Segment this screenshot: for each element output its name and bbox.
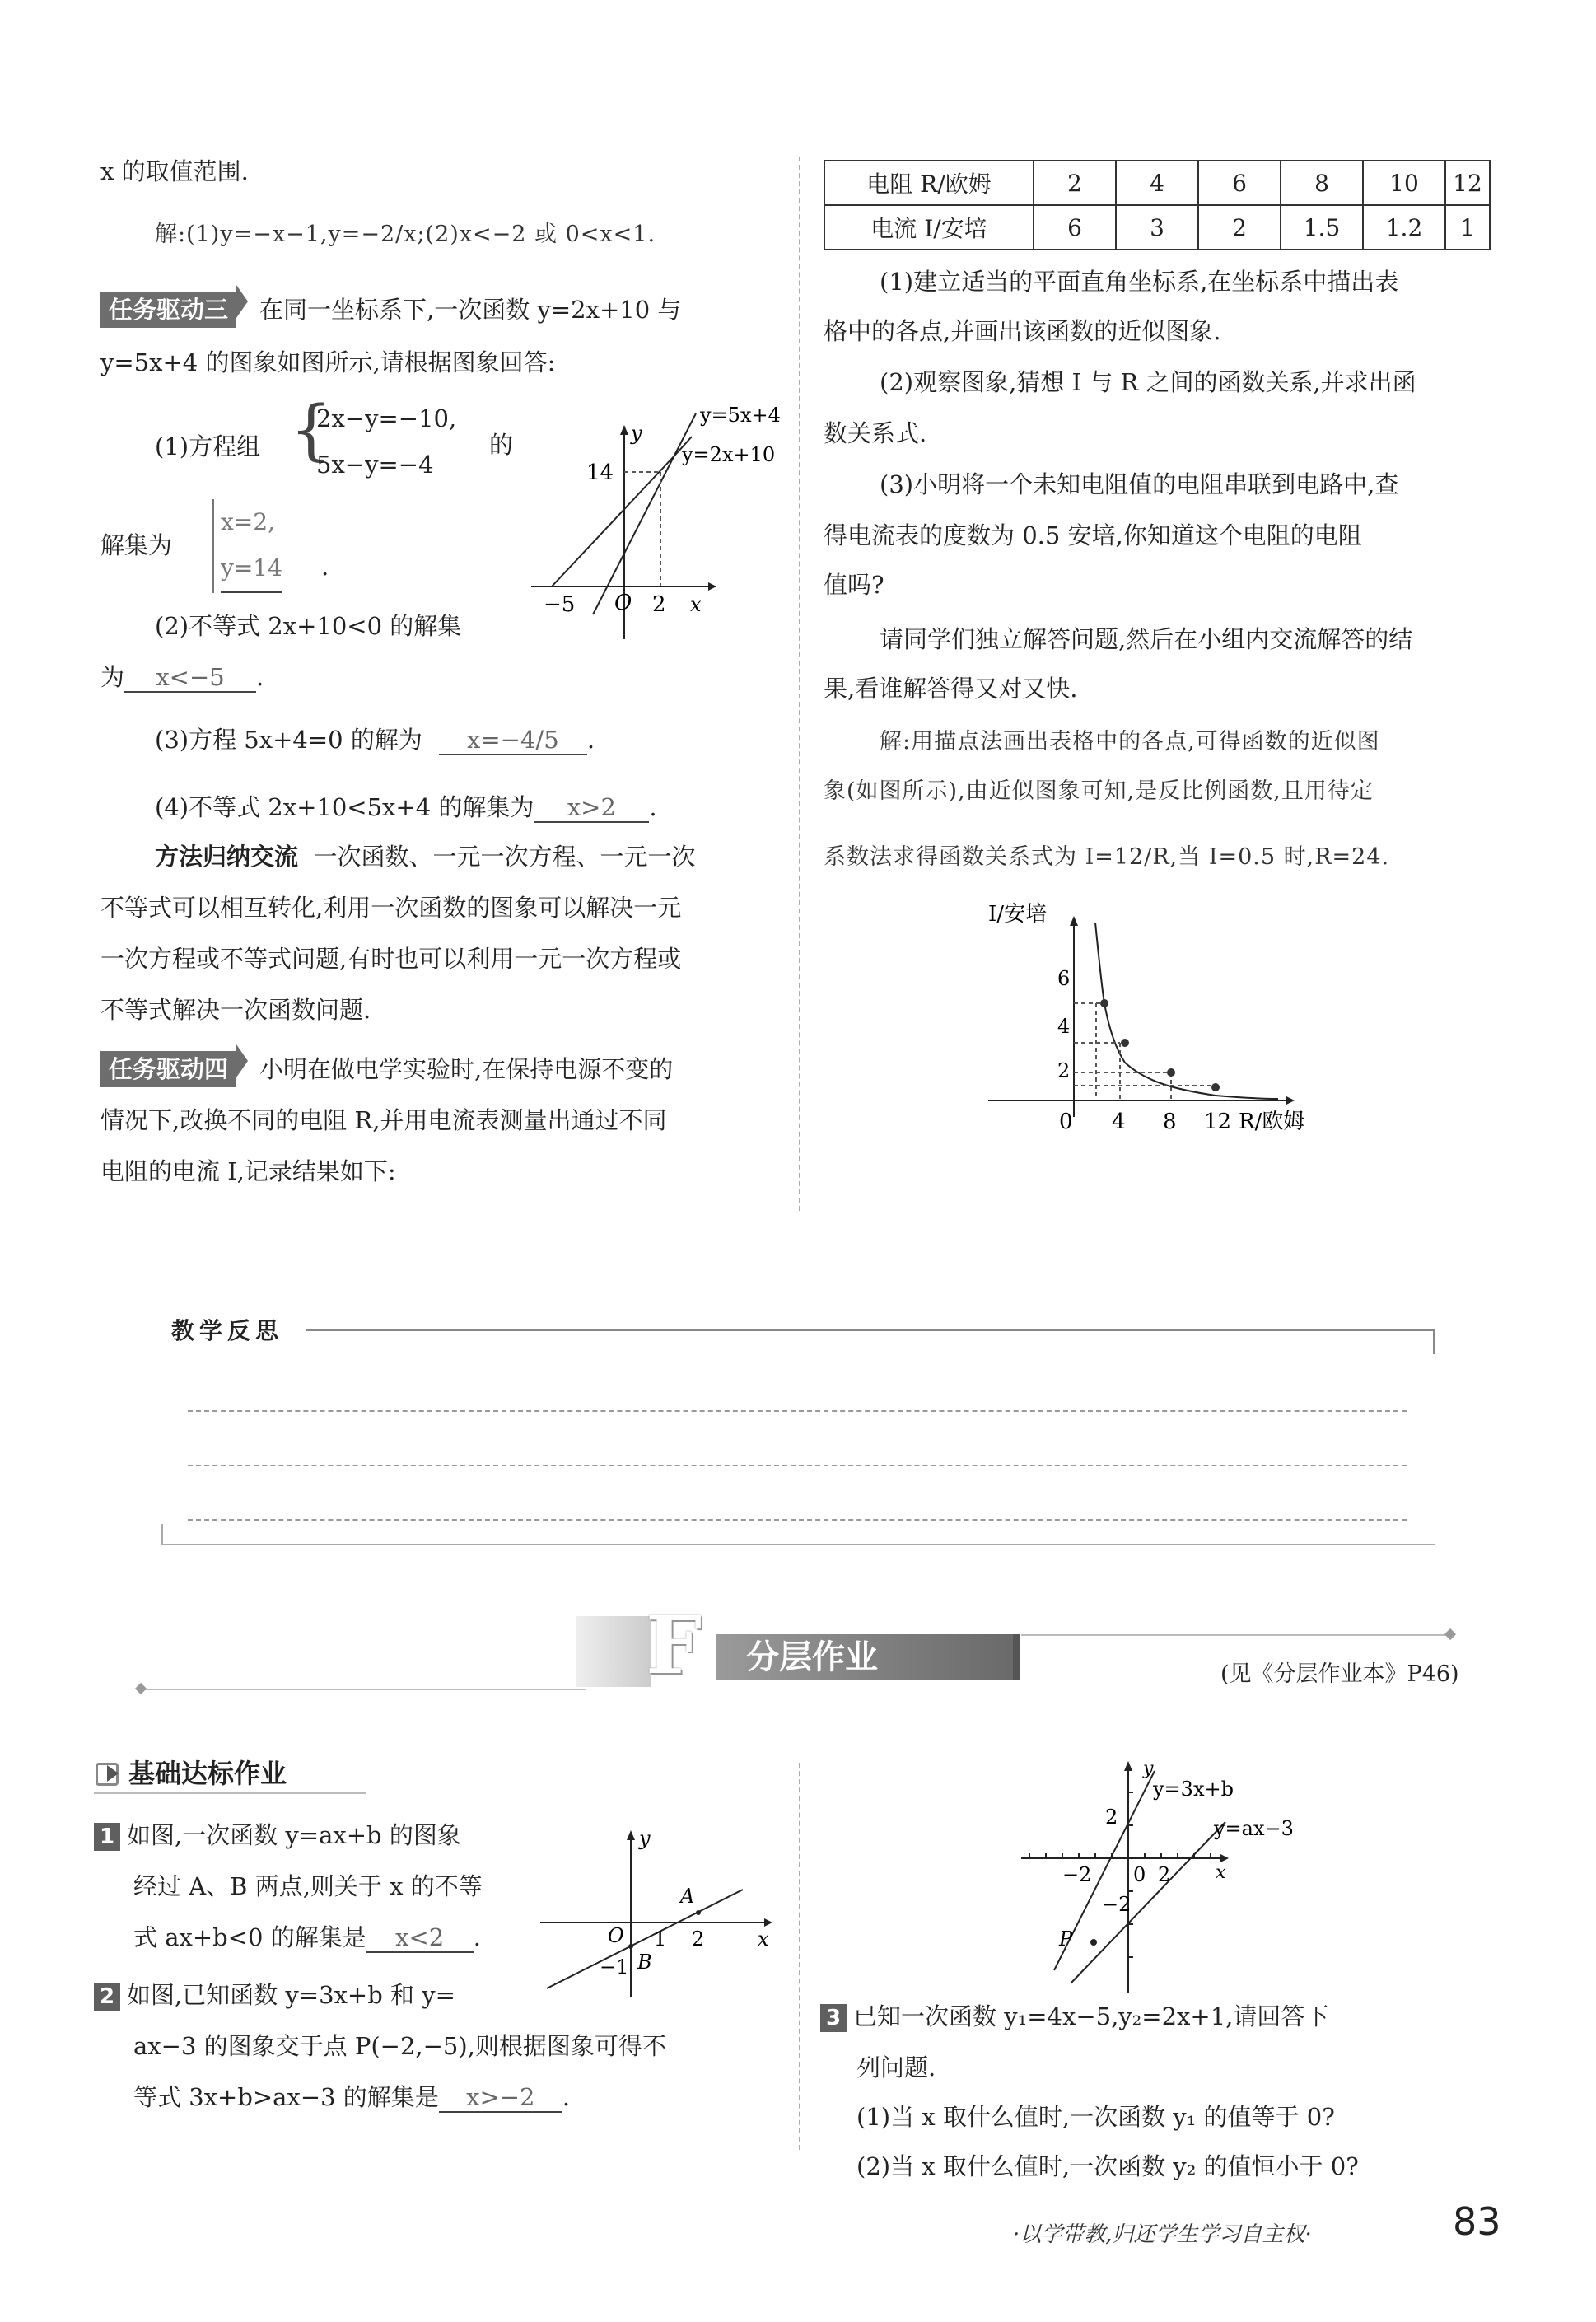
p3-text1: 已知一次函数 y₁=4x−5,y₂=2x+1,请回答下	[853, 2002, 1329, 2030]
graph1-y-label: y	[631, 422, 642, 445]
basic-header	[94, 1754, 366, 1794]
point	[1211, 1083, 1220, 1091]
method-line3: 一次方程或不等式问题,有时也可以利用一元一次方程或	[100, 945, 682, 973]
g2-point-p: P	[1059, 1927, 1073, 1951]
graph-task3	[527, 400, 791, 639]
p2-answer: x>−2	[439, 2085, 562, 2113]
basic-title: 基础达标作业	[128, 1758, 287, 1789]
task3-tag: 任务驱动三	[100, 292, 236, 328]
column-divider	[799, 157, 800, 1211]
graph1-x-label: x	[690, 593, 702, 616]
q1-ans2: y=14	[221, 545, 282, 593]
line-y5x4	[593, 413, 696, 614]
point	[1100, 999, 1108, 1007]
line-yax3	[1071, 1822, 1225, 1983]
task4-text2: 情况下,改换不同的电阻 R,并用电流表测量出通过不同	[100, 1106, 667, 1134]
table-cell: 12	[1445, 161, 1490, 205]
r-disc-b: 果,看谁解答得又对又快.	[824, 675, 1078, 703]
q2-line: 为 x<−5 .	[100, 663, 264, 691]
point	[1167, 1068, 1175, 1077]
table-row-label: 电流 I/安培	[824, 205, 1034, 250]
reflection-line	[188, 1410, 1407, 1412]
g1-point-b: B	[637, 1951, 652, 1974]
brace-icon: {	[290, 391, 332, 468]
g2-y-tick-neg2: −2	[1102, 1893, 1132, 1916]
p2-text1: 如图,已知函数 y=3x+b 和 y=	[127, 1981, 455, 2009]
tag-arrow-icon	[236, 285, 248, 318]
reflection-bottom-line	[161, 1544, 1435, 1545]
p1-text1: 如图,一次函数 y=ax+b 的图象	[127, 1821, 461, 1849]
r-q3a: (3)小明将一个未知电阻值的电阻串联到电路中,查	[880, 470, 1399, 498]
graph2-y-tick: 2	[1057, 1059, 1071, 1082]
graph1-x-tick-neg: −5	[544, 592, 576, 617]
q1-prefix: (1)方程组	[155, 432, 261, 460]
p3-q1: (1)当 x 取什么值时,一次函数 y₁ 的值等于 0?	[856, 2103, 1335, 2131]
q1-eq1: 2x−y=−10,	[316, 404, 457, 432]
task4-text1: 小明在做电学实验时,在保持电源不变的	[259, 1055, 674, 1083]
p3-line2: 列问题.	[856, 2053, 936, 2081]
banner-left-line	[142, 1689, 586, 1690]
graph2-x-tick: 0	[1059, 1110, 1073, 1134]
graph2-x-tick: 4	[1112, 1110, 1126, 1134]
reflection-line	[188, 1519, 1407, 1521]
q1-eq2: 5x−y=−4	[316, 451, 434, 479]
r-q1a: (1)建立适当的平面直角坐标系,在坐标系中描出表	[880, 268, 1399, 296]
method-text1: 一次函数、一元一次方程、一元一次	[313, 843, 696, 871]
p3-line1	[820, 1992, 1328, 2041]
g1-point-a: A	[680, 1885, 695, 1908]
p2-line3: 等式 3x+b>ax−3 的解集是 x>−2 .	[133, 2083, 571, 2111]
g1-tick-neg1: −1	[600, 1955, 629, 1979]
footer-slogan: ·以学带教,归还学生学习自主权·	[1013, 2222, 1312, 2247]
graph2-y-tick: 6	[1057, 967, 1071, 990]
method-title: 方法归纳交流	[155, 843, 299, 871]
p1-answer: x<2	[366, 1925, 474, 1953]
g2-y-label: y	[1143, 1759, 1154, 1779]
data-table	[824, 160, 1491, 250]
intro-solution: 解:(1)y=−x−1,y=−2/x;(2)x<−2 或 0<x<1.	[155, 222, 656, 247]
method-line4: 不等式解决一次函数问题.	[100, 996, 371, 1024]
r-sol-b: 象(如图所示),由近似图象可知,是反比例函数,且用待定	[824, 778, 1374, 804]
graph-inverse	[988, 898, 1334, 1145]
problem-number: 3	[820, 2004, 847, 2032]
q3-answer: x=−4/5	[439, 727, 587, 755]
q1-system	[316, 395, 456, 488]
q4-text: (4)不等式 2x+10<5x+4 的解集为	[155, 793, 534, 821]
q2-answer: x<−5	[124, 665, 256, 693]
graph-p1	[540, 1820, 787, 2002]
graph2-x-label: R/欧姆	[1239, 1110, 1305, 1134]
table-row-label: 电阻 R/欧姆	[824, 161, 1034, 205]
graph1-y-tick: 14	[586, 460, 614, 485]
g1-tick-2: 2	[692, 1927, 705, 1951]
banner-ref: (见《分层作业本》P46)	[1220, 1661, 1459, 1687]
intro-line: x 的取值范围.	[100, 157, 249, 185]
r-sol-a: 解:用描点法画出表格中的各点,可得函数的近似图	[880, 729, 1380, 755]
q3-text: (3)方程 5x+4=0 的解为	[155, 726, 422, 754]
r-q1b: 格中的各点,并画出该函数的近似图象.	[824, 317, 1221, 345]
banner-shade	[576, 1616, 651, 1687]
q1-suffix: 的	[489, 431, 514, 459]
g2-x-tick-neg2: −2	[1062, 1863, 1092, 1886]
table-cell: 1.2	[1363, 205, 1445, 250]
graph2-x-tick: 12	[1204, 1110, 1232, 1134]
p2-text3: 等式 3x+b>ax−3 的解集是	[133, 2083, 439, 2111]
task4-tag: 任务驱动四	[100, 1051, 236, 1087]
diamond-icon	[1444, 1628, 1456, 1640]
task3-header	[100, 285, 681, 334]
r-q2b: 数关系式.	[824, 419, 927, 447]
g2-x-label: x	[1216, 1862, 1226, 1883]
reflection-corner	[161, 1524, 163, 1544]
table-cell: 1	[1445, 205, 1490, 250]
table-cell: 2	[1198, 205, 1281, 250]
table-cell: 2	[1034, 161, 1116, 205]
r-disc-a: 请同学们独立解答问题,然后在小组内交流解答的结	[880, 625, 1413, 653]
reflection-top-line	[306, 1329, 1435, 1331]
line-ab	[547, 1890, 743, 1988]
g2-origin: 0	[1133, 1863, 1146, 1886]
graph1-x-tick-pos: 2	[652, 592, 666, 617]
g2-line1-label: y=3x+b	[1153, 1778, 1234, 1801]
banner-title: 分层作业	[746, 1638, 878, 1676]
table-cell: 8	[1281, 161, 1363, 205]
g2-x-tick-2: 2	[1158, 1863, 1171, 1886]
label-y5x4: y=5x+4	[700, 404, 781, 427]
g1-y-label: y	[639, 1827, 651, 1850]
inverse-curve	[1095, 923, 1278, 1099]
p1-line3: 式 ax+b<0 的解集是 x<2 .	[133, 1923, 481, 1951]
r-q2a: (2)观察图象,猜想 I 与 R 之间的函数关系,并求出函	[880, 368, 1416, 396]
table-cell: 3	[1116, 205, 1198, 250]
q1-period: .	[321, 553, 329, 581]
table-cell: 10	[1363, 161, 1445, 205]
g2-y-tick-2: 2	[1105, 1806, 1118, 1829]
r-sol-c: 系数法求得函数关系式为 I=12/R,当 I=0.5 时,R=24.	[824, 844, 1390, 870]
p1-text3: 式 ax+b<0 的解集是	[133, 1923, 366, 1951]
diamond-icon	[135, 1683, 147, 1694]
problem-number: 2	[94, 1983, 120, 2011]
q2-text: (2)不等式 2x+10<0 的解集	[155, 612, 462, 640]
graph2-y-tick: 4	[1057, 1015, 1071, 1038]
table-cell: 1.5	[1281, 205, 1363, 250]
p2-line2: ax−3 的图象交于点 P(−2,−5),则根据图象可得不	[133, 2032, 666, 2060]
table-cell: 4	[1116, 161, 1198, 205]
reflection-corner	[1433, 1329, 1435, 1354]
r-q3c: 值吗?	[824, 571, 884, 599]
p1-line1	[94, 1810, 461, 1860]
p3-q2: (2)当 x 取什么值时,一次函数 y₂ 的值恒小于 0?	[856, 2152, 1359, 2180]
g1-tick-1: 1	[654, 1927, 667, 1951]
banner-letter: F	[646, 1599, 702, 1692]
label-y2x10: y=2x+10	[682, 443, 776, 466]
q1-ans1: x=2,	[221, 508, 275, 535]
q1-label: 解集为	[100, 531, 173, 559]
table-cell: 6	[1198, 161, 1281, 205]
g2-line2-label: y=ax−3	[1214, 1817, 1294, 1840]
tag-arrow-icon	[236, 1044, 248, 1077]
reflection-line	[188, 1465, 1407, 1466]
graph-p2	[1013, 1754, 1309, 2002]
g1-x-label: x	[758, 1927, 769, 1951]
method-line1	[155, 832, 695, 881]
page-number: 83	[1453, 2199, 1501, 2244]
banner-end	[1013, 1634, 1020, 1680]
table-row	[824, 205, 1490, 250]
q3-line: (3)方程 5x+4=0 的解为 x=−4/5 .	[155, 726, 595, 754]
task4-header	[100, 1044, 673, 1094]
arrow-head-icon	[107, 1765, 119, 1782]
method-line2: 不等式可以相互转化,利用一次函数的图象可以解决一元	[100, 894, 682, 922]
graph2-x-tick: 8	[1163, 1110, 1177, 1134]
reflection-title: 教学反思	[171, 1317, 284, 1344]
q2-label: 为	[100, 663, 125, 691]
table-row	[824, 161, 1490, 205]
p1-line2: 经过 A、B 两点,则关于 x 的不等	[133, 1872, 483, 1900]
line-y2x10	[552, 453, 677, 586]
q4-answer: x>2	[534, 795, 649, 823]
task4-text3: 电阻的电流 I,记录结果如下:	[100, 1157, 396, 1185]
task3-text1: 在同一坐标系下,一次函数 y=2x+10 与	[259, 296, 682, 324]
table-cell: 6	[1034, 205, 1116, 250]
point	[1121, 1039, 1129, 1047]
r-q3b: 得电流表的度数为 0.5 安培,你知道这个电阻的电阻	[824, 521, 1362, 549]
problem-number: 1	[94, 1823, 120, 1851]
graph2-y-label: I/安培	[988, 902, 1048, 927]
banner-right-line	[1021, 1634, 1449, 1636]
g1-origin: O	[608, 1924, 624, 1947]
q1-answer	[212, 499, 282, 593]
column-divider	[799, 1763, 800, 2150]
task3-text2: y=5x+4 的图象如图所示,请根据图象回答:	[100, 348, 556, 376]
q4-line: (4)不等式 2x+10<5x+4 的解集为 x>2 .	[155, 793, 657, 821]
graph1-origin: O	[614, 591, 632, 615]
p2-line1	[94, 1970, 455, 2020]
